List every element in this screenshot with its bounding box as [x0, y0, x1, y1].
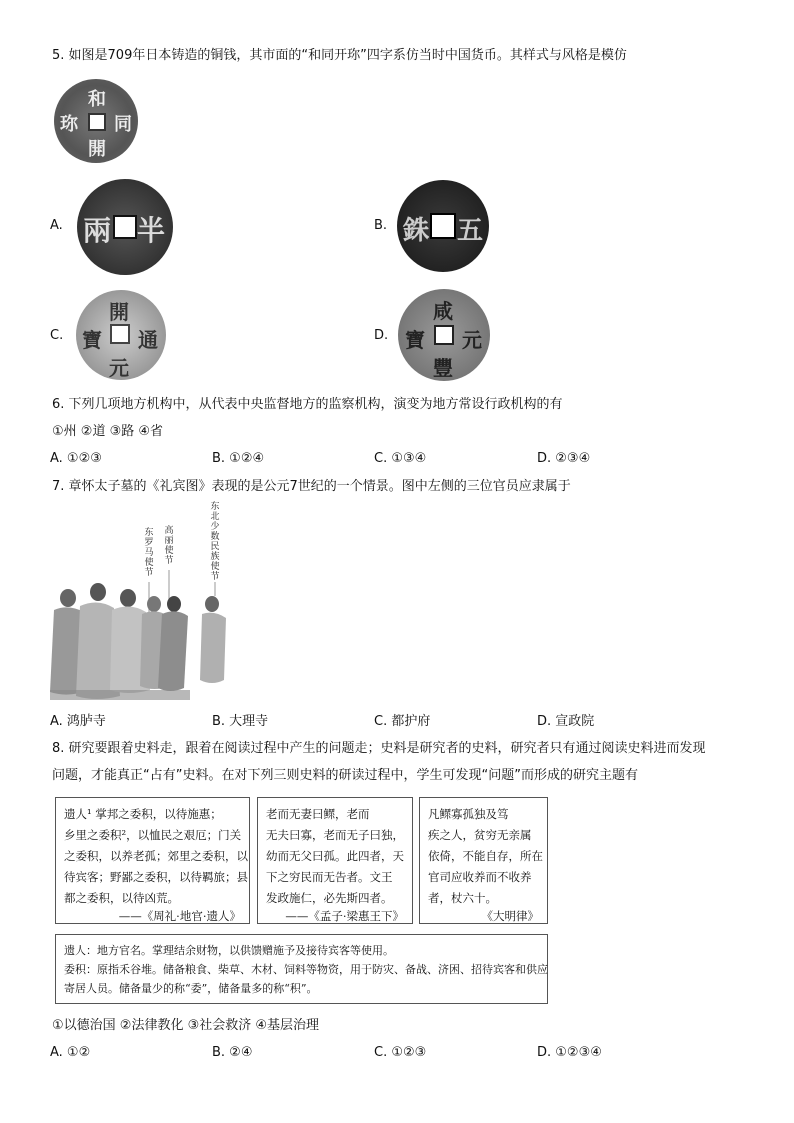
- q7-stem: 7. 章怀太子墓的《礼宾图》表现的是公元7世纪的一个情景。图中左侧的三位官员应隶属于: [52, 479, 571, 494]
- q7-option-b[interactable]: B. 大理寺: [212, 714, 269, 729]
- q5-option-b-coin-image[interactable]: 五 銖: [397, 180, 489, 272]
- q5-option-d-label[interactable]: D.: [374, 328, 389, 343]
- q6-items: ①州 ②道 ③路 ④省: [52, 424, 164, 439]
- q6-option-b[interactable]: B. ①②④: [212, 451, 265, 466]
- q5-option-c-label[interactable]: C.: [50, 328, 64, 343]
- reference-coin-image: 和 同 開 珎: [54, 79, 138, 163]
- q6-stem: 6. 下列几项地方机构中，从代表中央监督地方的监察机构，演变为地方常设行政机构的有: [52, 397, 563, 412]
- source-daminglu-citation: 《大明律》: [481, 909, 539, 923]
- q5-option-c-coin-image[interactable]: 開 元 通 寶: [76, 290, 166, 380]
- q8-option-c[interactable]: C. ①②③: [374, 1045, 427, 1060]
- q7-option-c[interactable]: C. 都护府: [374, 714, 431, 729]
- q8-option-b[interactable]: B. ②④: [212, 1045, 253, 1060]
- label-goguryeo-envoy: 高丽使节: [164, 526, 174, 566]
- q8-items: ①以德治国 ②法律教化 ③社会救济 ④基层治理: [52, 1018, 320, 1033]
- q5-option-b-label[interactable]: B.: [374, 218, 388, 233]
- q5-stem: 5. 如图是709年日本铸造的铜钱，其市面的“和同开珎”四字系仿当时中国货币。其样式与风格是模仿: [52, 48, 627, 63]
- q8-option-d[interactable]: D. ①②③④: [537, 1045, 602, 1060]
- q6-option-c[interactable]: C. ①③④: [374, 451, 427, 466]
- q5-option-a-label[interactable]: A.: [50, 218, 63, 233]
- source-mencius: 老而无妻曰鳏，老而 无夫曰寡，老而无子曰独， 幼而无父曰孤。此四者，天 下之穷民而无告者。文王 发政施仁，必先斯四者。 ——《孟子·梁惠王下》: [257, 797, 413, 924]
- label-northeast-envoy: 东北少数民族使节: [210, 502, 220, 582]
- q6-option-d[interactable]: D. ②③④: [537, 451, 591, 466]
- source-daminglu: 凡鳏寡孤独及笃 疾之人，贫穷无亲属 依倚，不能自存，所在 官司应收养而不收养 者，杖六十。 《大明律》: [419, 797, 548, 924]
- source-zhouli: 遗人¹ 掌邦之委积，以待施惠； 乡里之委积²，以恤民之艰厄；门关 之委积，以养老孤；郊里之委积，以 待宾客；野鄙之委积，以待羁旅；县 都之委积，以待凶荒。 ——《周礼·地官·遗人》: [55, 797, 250, 924]
- annotation-box: 遗人：地方官名。掌理结余财物，以供馈赠施予及接待宾客等使用。 委积：原指禾谷堆。储备粮食、柴草、木材、饲料等物资，用于防灾、备战、济困、招待宾客和供应 寄居人员。储备量少的称“委”，储备量多的称“积”。: [55, 934, 548, 1004]
- mural-figures: [50, 500, 240, 705]
- q7-option-d[interactable]: D. 宣政院: [537, 714, 595, 729]
- q8-option-a[interactable]: A. ①②: [50, 1045, 91, 1060]
- reception-mural-image: [50, 500, 240, 705]
- source-mencius-citation: ——《孟子·梁惠王下》: [285, 909, 404, 923]
- label-byzantine-envoy: 东罗马使节: [144, 528, 154, 578]
- source-zhouli-citation: ——《周礼·地官·遗人》: [118, 909, 241, 923]
- q8-stem-line1: 8. 研究要跟着史料走，跟着在阅读过程中产生的问题走；史料是研究者的史料，研究者只有通过阅读史料进而发现: [52, 741, 706, 756]
- q8-stem-line2: 问题，才能真正“占有”史料。在对下列三则史料的研读过程中，学生可发现“问题”而形成的研究主题有: [52, 768, 638, 783]
- q5-option-a-coin-image[interactable]: 半 兩: [77, 179, 173, 275]
- q6-option-a[interactable]: A. ①②③: [50, 451, 102, 466]
- q7-option-a[interactable]: A. 鸿胪寺: [50, 714, 106, 729]
- q5-option-d-coin-image[interactable]: 咸 豐 元 寶: [398, 289, 490, 381]
